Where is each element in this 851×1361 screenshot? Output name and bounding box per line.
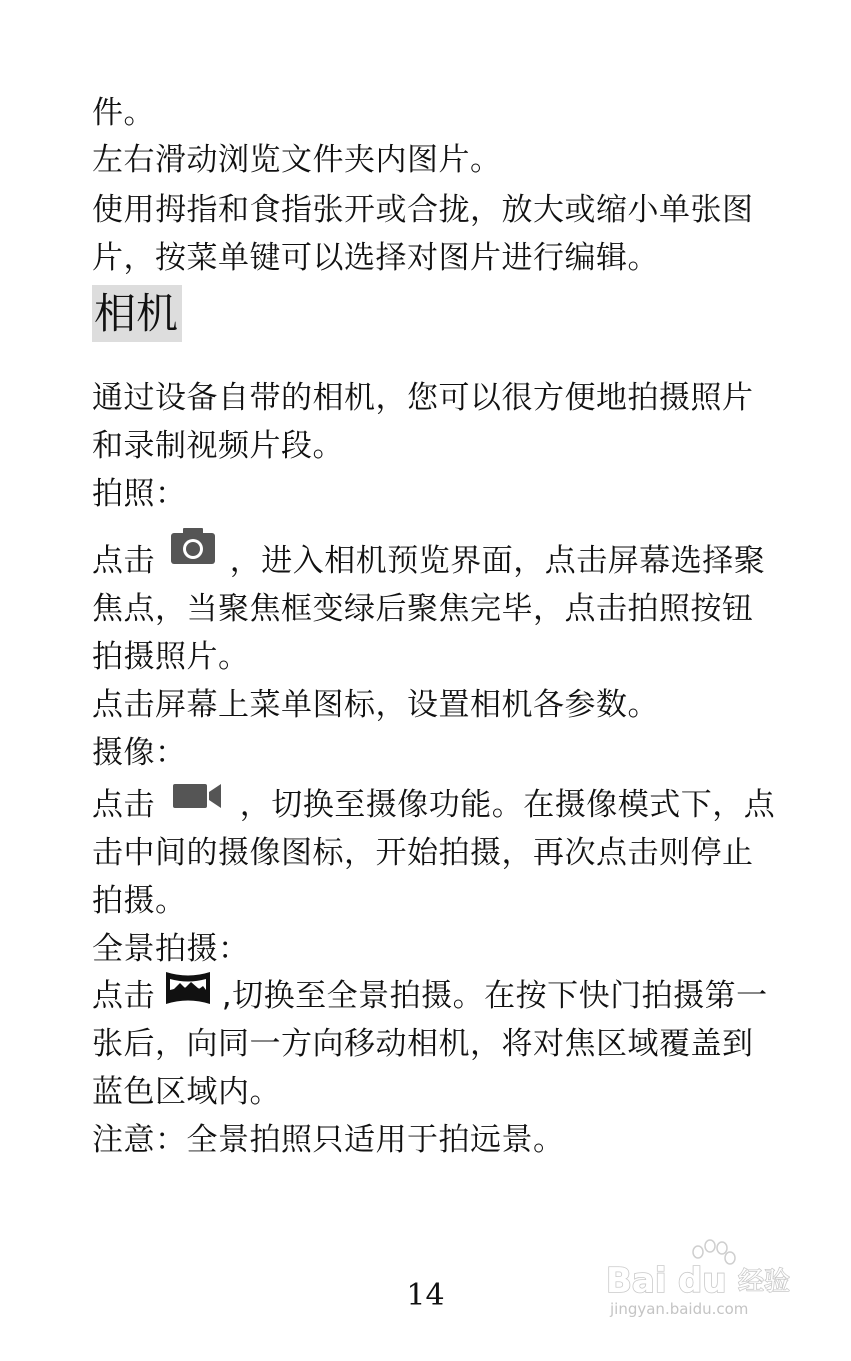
text-line: 使用拇指和食指张开或合拢，放大或缩小单张图	[92, 192, 754, 228]
watermark-brand-du: du	[678, 1261, 727, 1301]
video-camera-icon	[173, 780, 223, 820]
click-prefix: 点击	[92, 543, 155, 579]
video-instruction-line: 拍摄。	[92, 883, 187, 919]
click-prefix: 点击	[92, 787, 155, 823]
photo-instruction-line: 点击屏幕上菜单图标，设置相机各参数。	[92, 687, 659, 723]
panorama-title: 全景拍摄：	[92, 931, 250, 967]
panorama-instruction-text: ,切换至全景拍摄。在按下快门拍摄第一	[221, 978, 768, 1014]
photo-instruction-line	[92, 541, 765, 581]
page-number: 14	[406, 1278, 445, 1313]
video-instruction-line	[92, 785, 775, 825]
panorama-instruction-line: 蓝色区域内。	[92, 1074, 281, 1110]
watermark-url: jingyan.baidu.com	[610, 1300, 749, 1318]
video-instruction-text: ，切换至摄像功能。在摄像模式下，点	[239, 787, 776, 823]
panorama-instruction-line: 张后，向同一方向移动相机，将对焦区域覆盖到	[92, 1026, 754, 1062]
panorama-icon	[165, 970, 211, 1016]
text-line: 左右滑动浏览文件夹内图片。	[92, 142, 502, 178]
photo-instruction-line: 焦点，当聚焦框变绿后聚焦完毕，点击拍照按钮	[92, 591, 754, 627]
photo-instruction-line: 拍摄照片。	[92, 639, 250, 675]
photo-instruction-text: ，进入相机预览界面，点击屏幕选择聚	[229, 543, 766, 579]
video-title: 摄像：	[92, 735, 187, 771]
camera-icon	[169, 528, 217, 576]
text-line: 片，按菜单键可以选择对图片进行编辑。	[92, 240, 659, 276]
panorama-note: 注意：全景拍照只适用于拍远景。	[92, 1122, 565, 1158]
watermark-logo	[602, 1230, 802, 1330]
section-heading-camera: 相机	[92, 285, 182, 342]
photo-title: 拍照：	[92, 476, 187, 512]
text-line: 件。	[92, 95, 155, 131]
intro-line: 和录制视频片段。	[92, 428, 344, 464]
panorama-instruction-line	[92, 976, 768, 1016]
watermark-brand: Bai	[606, 1261, 667, 1301]
click-prefix: 点击	[92, 978, 155, 1014]
watermark-jingyan: 经验	[738, 1267, 791, 1297]
video-instruction-line: 击中间的摄像图标，开始拍摄，再次点击则停止	[92, 835, 754, 871]
intro-line: 通过设备自带的相机，您可以很方便地拍摄照片	[92, 380, 754, 416]
